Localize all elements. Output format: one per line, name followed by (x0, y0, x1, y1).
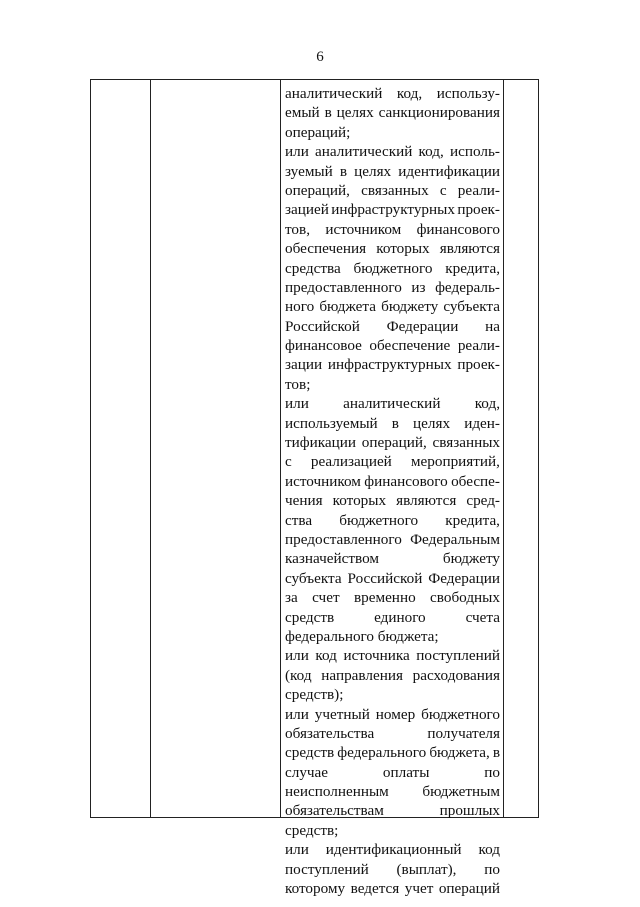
text-line: случае оплаты по (285, 763, 500, 781)
text-line: казначейством бюджету (285, 550, 500, 568)
text-line: тов; (285, 375, 311, 393)
text-line: средства бюджетного кредита, (285, 259, 500, 277)
text-line: неисполненным бюджетным (285, 783, 500, 801)
text-line: поступлений (выплат), по (285, 860, 500, 878)
text-line: федерального бюджета; (285, 627, 439, 645)
text-line: операций; (285, 123, 351, 141)
table-cell-description (285, 84, 500, 898)
column-divider (280, 79, 281, 818)
text-line: или код источника поступлений (285, 647, 500, 665)
text-line: ства бюджетного кредита, (285, 511, 500, 529)
text-line: (код направления расходования (285, 666, 500, 684)
text-line: за счет временно свободных (285, 589, 500, 607)
text-line: субъекта Российской Федерации (285, 569, 500, 587)
text-line: Российской Федерации на (285, 317, 500, 335)
text-line: обязательствам прошлых (285, 802, 500, 820)
text-line: предоставленного из федераль- (285, 278, 500, 296)
text-line: средств федерального бюджета, в (285, 744, 500, 762)
text-line: с реализацией мероприятий, (285, 453, 500, 471)
text-line: ного бюджета бюджету субъекта (285, 298, 500, 316)
text-line: операций, связанных с реали- (285, 181, 500, 199)
text-line: средств); (285, 686, 344, 704)
text-line: источником финансового обеспе- (285, 472, 500, 490)
text-line: или идентификационный код (285, 841, 500, 859)
text-line: которому ведется учет операций (285, 880, 500, 898)
text-line: или аналитический код, исполь- (285, 143, 500, 161)
text-line: зации инфраструктурных проек- (285, 356, 500, 374)
text-line: или аналитический код, (285, 395, 500, 413)
text-line: средств единого счета (285, 608, 500, 626)
text-line: обеспечения которых являются (285, 240, 500, 258)
text-line: используемый в целях иден- (285, 414, 500, 432)
text-line: аналитический код, использу- (285, 85, 500, 102)
text-line: или учетный номер бюджетного (285, 705, 500, 723)
text-line: зацией инфраструктурных проек- (285, 201, 500, 219)
text-line: средств; (285, 821, 339, 839)
column-divider (150, 79, 151, 818)
text-line: зуемый в целях идентификации (285, 162, 500, 180)
text-line: емый в целях санкционирования (285, 104, 500, 122)
page-number: 6 (316, 49, 324, 65)
text-line: предоставленного Федеральным (285, 530, 500, 548)
text-line: обязательства получателя (285, 724, 500, 742)
text-line: тификации операций, связанных (285, 434, 500, 452)
text-line: тов, источником финансового (285, 220, 500, 238)
text-line: чения которых являются сред- (285, 492, 500, 510)
text-line: финансовое обеспечение реали- (285, 337, 500, 355)
column-divider (503, 79, 504, 818)
